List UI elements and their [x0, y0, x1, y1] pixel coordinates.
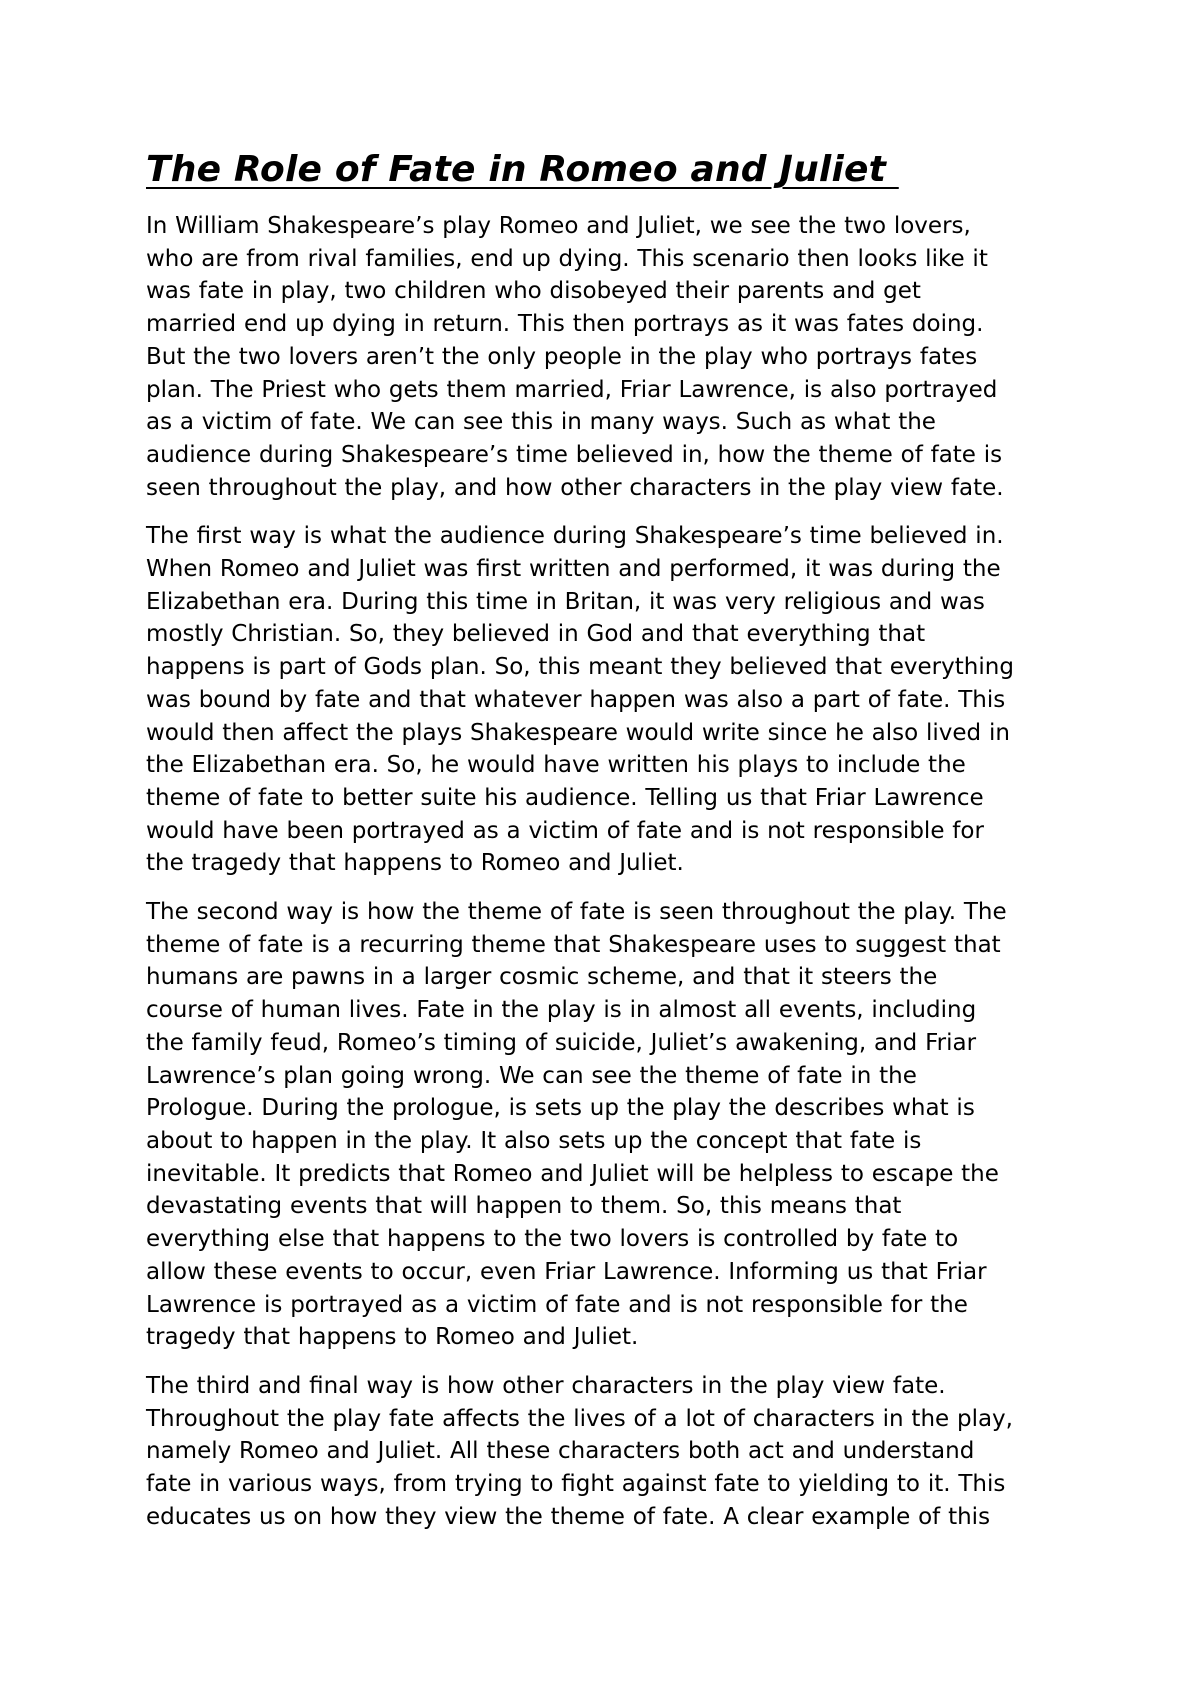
paragraph-introduction [146, 210, 1066, 504]
text-line: But the two lovers aren’t the only people in the play who portrays fates [146, 343, 978, 370]
text-line: theme of fate is a recurring theme that Shakespeare uses to suggest that [146, 931, 1001, 958]
text-line: as a victim of fate. We can see this in many ways. Such as what the [146, 409, 936, 436]
text-line: In William Shakespeare’s play Romeo and Juliet, we see the two lovers, [146, 213, 971, 239]
text-line: mostly Christian. So, they believed in God and that everything that [146, 621, 926, 648]
text-line: about to happen in the play. It also sets up the concept that fate is [146, 1127, 922, 1154]
text-line: the tragedy that happens to Romeo and Juliet. [146, 850, 684, 877]
text-line: humans are pawns in a larger cosmic scheme, and that it steers the [146, 964, 938, 991]
text-line: married end up dying in return. This then portrays as it was fates doing. [146, 311, 984, 338]
text-line: Lawrence’s plan going wrong. We can see the theme of fate in the [146, 1062, 917, 1089]
text-line: inevitable. It predicts that Romeo and Juliet will be helpless to escape the [146, 1160, 999, 1187]
text-line: tragedy that happens to Romeo and Juliet. [146, 1324, 639, 1351]
paragraph-first-way [146, 520, 1066, 880]
text-line: educates us on how they view the theme of fate. A clear example of this [146, 1503, 991, 1530]
text-line: happens is part of Gods plan. So, this meant they believed that everything [146, 654, 1014, 681]
paragraph-second-way [146, 896, 1066, 1354]
document-body [146, 146, 1066, 1549]
text-line: was fate in play, two children who disobeyed their parents and get [146, 278, 921, 305]
text-line: namely Romeo and Juliet. All these characters both act and understand [146, 1438, 975, 1465]
text-line: theme of fate to better suite his audience. Telling us that Friar Lawrence [146, 784, 984, 811]
text-line: When Romeo and Juliet was first written and performed, it was during the [146, 556, 1001, 583]
text-line: was bound by fate and that whatever happen was also a part of fate. This [146, 686, 1006, 713]
text-line: Prologue. During the prologue, is sets up the play the describes what is [146, 1095, 975, 1122]
text-line: Lawrence is portrayed as a victim of fate and is not responsible for the [146, 1291, 968, 1318]
text-line: The third and final way is how other characters in the play view fate. [146, 1372, 946, 1399]
text-line: audience during Shakespeare’s time believed in, how the theme of fate is [146, 441, 1003, 468]
text-line: The second way is how the theme of fate is seen throughout the play. The [146, 899, 1007, 926]
text-line: would have been portrayed as a victim of fate and is not responsible for [146, 817, 984, 844]
text-line: Throughout the play fate affects the lives of a lot of characters in the play, [146, 1405, 1013, 1432]
text-line: the Elizabethan era. So, he would have written his plays to include the [146, 752, 966, 779]
text-line: The first way is what the audience during Shakespeare’s time believed in. [146, 523, 1004, 550]
document-title: The Role of Fate in Romeo and Juliet [146, 149, 899, 190]
text-line: the family feud, Romeo’s timing of suicide, Juliet’s awakening, and Friar [146, 1029, 977, 1056]
text-line: Elizabethan era. During this time in Britan, it was very religious and was [146, 588, 985, 615]
text-line: fate in various ways, from trying to fight against fate to yielding to it. This [146, 1471, 1006, 1498]
text-line: who are from rival families, end up dying. This scenario then looks like it [146, 245, 988, 272]
text-line: allow these events to occur, even Friar Lawrence. Informing us that Friar [146, 1258, 987, 1285]
text-line: course of human lives. Fate in the play is in almost all events, including [146, 997, 977, 1024]
text-line: would then affect the plays Shakespeare would write since he also lived in [146, 719, 1010, 746]
text-line: devastating events that will happen to them. So, this means that [146, 1193, 902, 1220]
text-line: seen throughout the play, and how other characters in the play view fate. [146, 474, 1004, 501]
paragraph-third-way [146, 1370, 1066, 1534]
text-line: plan. The Priest who gets them married, Friar Lawrence, is also portrayed [146, 376, 998, 403]
text-line: everything else that happens to the two lovers is controlled by fate to [146, 1226, 959, 1253]
